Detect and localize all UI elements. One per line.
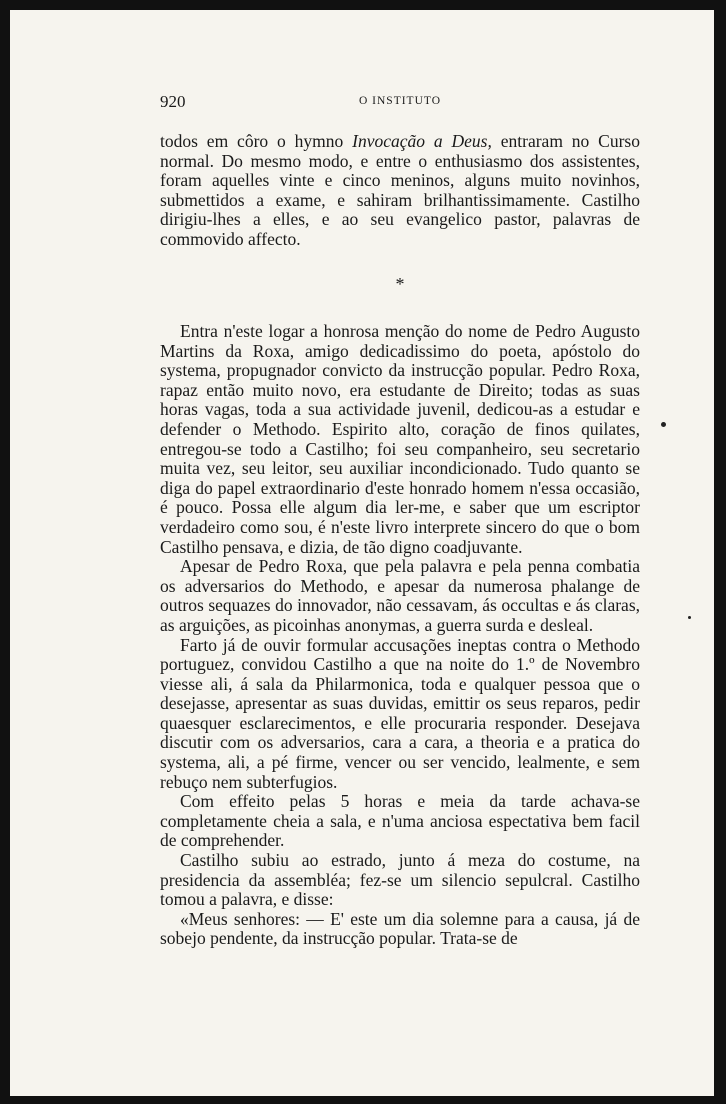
paragraph: Entra n'este logar a honrosa menção do nome de Pedro Augusto Martins da Roxa, amigo dedicadissimo do poeta, apóstolo do systema, propugnador convicto da instrucção popular. Pedro Roxa, rapaz então muito novo, era estudante de Direito; todas as suas horas vagas, toda a sua actividade juvenil, dedicou-as a estudar e defender o Methodo. Espirito alto, coração de finos quilates, entregou-se todo a Castilho; foi seu companheiro, seu secretario muita vez, seu leitor, seu auxiliar incondicionado. Tudo quanto se diga do papel extraordinario d'este honrado homem n'essa occasião, é pouco. Possa elle algum dia ler-me, e saber que um escriptor verdadeiro como sou, é n'este livro interprete sincero do que o bom Castilho pensava, e dizia, de tão digno coadjuvante. bbox=[160, 321, 640, 557]
paragraph: Farto já de ouvir formular accusações ineptas contra o Methodo portuguez, convidou Castilho a que na noite do 1.º de Novembro viesse ali, á sala da Philarmonica, toda e qualquer pessoa que o desejasse, apresentar as suas duvidas, emittir os seus reparos, pedir quaesquer esclarecimentos, e elle procuraria responder. Desejava discutir com os adversarios, cara a cara, a theoria e a pratica do systema, ali, a pé firme, vencer ou ser vencido, lealmente, e sem rebuço nem subterfugios. bbox=[160, 634, 640, 792]
opening-prefix: todos em côro o hymno bbox=[160, 131, 344, 151]
opening-paragraph bbox=[160, 132, 640, 250]
ink-speck bbox=[688, 616, 691, 619]
paragraph: Apesar de Pedro Roxa, que pela palavra e pela penna combatia os adversarios do Methodo, e apesar da numerosa phalange de outros sequazes do innovador, não cessavam, ás occultas e ás claras, as arguições, as picoinhas anonymas, a guerra surda e desleal. bbox=[160, 556, 640, 635]
running-title: O INSTITUTO bbox=[358, 95, 442, 107]
hymn-title: Invocação a Deus, bbox=[352, 131, 492, 151]
page-number: 920 bbox=[160, 92, 186, 111]
main-text bbox=[160, 322, 640, 949]
book-page bbox=[10, 10, 714, 1096]
ink-speck bbox=[661, 422, 666, 427]
opening-rest: entraram no Curso normal. Do mesmo modo, e entre o enthusiasmo dos assistentes, foram aquelles vinte e cinco meninos, alguns muito novinhos, submettidos a exame, e sahiram brilhantissimamente. Castilho dirigiu-lhes a elles, e ao seu evangelico pastor, palavras de commovido affecto. bbox=[160, 131, 640, 249]
paragraph: Castilho subiu ao estrado, junto á meza do costume, na presidencia da assembléa; fez-se um silencio sepulcral. Castilho tomou a palavra, e disse: bbox=[160, 850, 640, 910]
page-header bbox=[160, 92, 640, 116]
paragraph: Com effeito pelas 5 horas e meia da tarde achava-se completamente cheia a sala, e n'uma anciosa espectativa bem facil de comprehender. bbox=[160, 791, 640, 851]
paragraph: «Meus senhores: — E' este um dia solemne para a causa, já de sobejo pendente, da instrucção popular. Trata-se de bbox=[160, 908, 640, 949]
section-separator: * bbox=[395, 274, 405, 294]
